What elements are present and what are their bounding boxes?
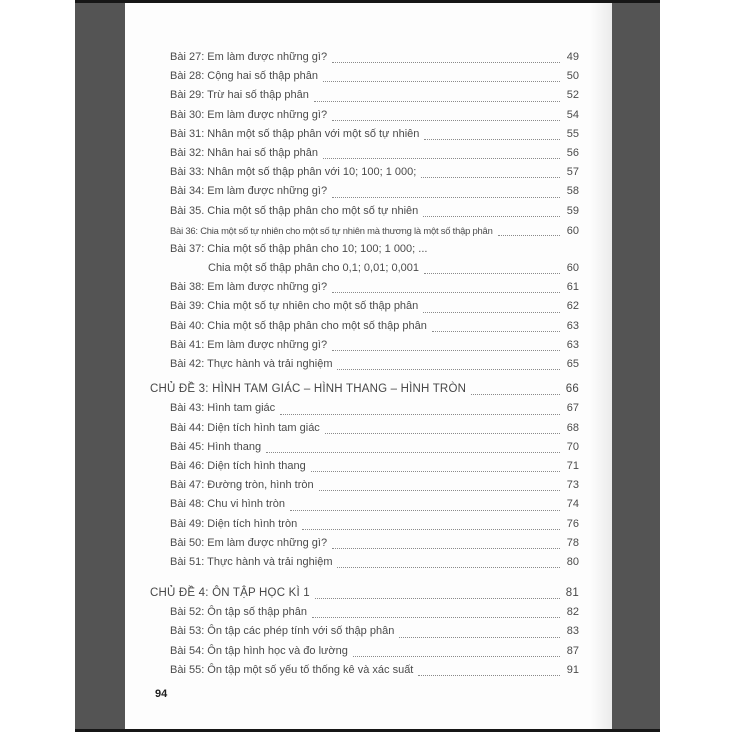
dotted-leader xyxy=(323,158,560,159)
toc-row xyxy=(170,642,579,661)
toc-entry-title: Bài 40: Chia một số thập phân cho một số thập phân xyxy=(170,319,427,332)
dotted-leader xyxy=(498,235,560,236)
toc-entry-title: Bài 34: Em làm được những gì? xyxy=(170,185,328,198)
dotted-leader xyxy=(424,139,560,140)
toc-entry-page: 71 xyxy=(566,459,579,472)
table-of-contents xyxy=(150,48,579,680)
toc-row xyxy=(170,182,579,201)
toc-entry-page: 50 xyxy=(566,70,579,83)
toc-row xyxy=(170,221,579,240)
toc-entry-title: Bài 29: Trừ hai số thập phân xyxy=(170,89,309,102)
dotted-leader xyxy=(323,81,560,82)
dotted-leader xyxy=(418,675,560,676)
toc-row xyxy=(170,622,579,641)
dotted-leader xyxy=(290,510,560,511)
toc-entry-title: Bài 32: Nhân hai số thập phân xyxy=(170,146,319,159)
toc-entry-title: Bài 35. Chia một số thập phân cho một số tự nhiên xyxy=(170,204,419,217)
book-page xyxy=(125,3,612,729)
toc-entry-title: Bài 46: Diện tích hình thang xyxy=(170,459,306,472)
dotted-leader xyxy=(302,529,560,530)
dotted-leader xyxy=(421,177,560,178)
toc-entry-page: 63 xyxy=(566,319,579,332)
toc-row xyxy=(170,355,579,374)
toc-entry-page: 52 xyxy=(566,89,579,102)
toc-row xyxy=(170,495,579,514)
toc-entry-page: 56 xyxy=(566,146,579,159)
toc-entry-page: 59 xyxy=(566,204,579,217)
toc-entry-page: 62 xyxy=(566,300,579,313)
toc-entry-title: Bài 54: Ôn tập hình học và đo lường xyxy=(170,644,348,657)
toc-row xyxy=(170,106,579,125)
toc-row-continuation xyxy=(170,259,579,278)
toc-entry-title: Bài 33: Nhân một số thập phân với 10; 100; 1 000; xyxy=(170,166,417,179)
toc-row xyxy=(170,476,579,495)
dotted-leader xyxy=(423,312,560,313)
dotted-leader xyxy=(332,197,560,198)
dotted-leader xyxy=(315,598,560,599)
toc-entry-page: 58 xyxy=(566,185,579,198)
toc-row xyxy=(170,240,579,259)
toc-row xyxy=(170,144,579,163)
toc-entry-page: 80 xyxy=(566,555,579,568)
toc-entry-page: 91 xyxy=(566,663,579,676)
toc-row xyxy=(170,317,579,336)
toc-entry-title: Bài 28: Cộng hai số thập phân xyxy=(170,70,319,83)
dotted-leader xyxy=(332,548,560,549)
toc-entry-title: Bài 45: Hình thang xyxy=(170,440,262,453)
toc-entry-title: Bài 49: Diện tích hình tròn xyxy=(170,517,298,530)
toc-entry-page: 60 xyxy=(566,262,579,275)
toc-entry-title: Bài 31: Nhân một số thập phân với một số tự nhiên xyxy=(170,127,420,140)
toc-row xyxy=(170,553,579,572)
toc-entry-title: Bài 48: Chu vi hình tròn xyxy=(170,498,285,511)
toc-entry-page: 76 xyxy=(566,517,579,530)
toc-entry-title: Bài 50: Em làm được những gì? xyxy=(170,536,328,549)
dotted-leader xyxy=(337,369,560,370)
toc-entry-page: 68 xyxy=(566,421,579,434)
dotted-leader xyxy=(337,567,560,568)
toc-entry-title: Bài 47: Đường tròn, hình tròn xyxy=(170,479,314,492)
toc-entry-title: Bài 27: Em làm được những gì? xyxy=(170,51,328,63)
page-number: 94 xyxy=(155,688,168,700)
toc-entry-page: 65 xyxy=(566,358,579,370)
toc-entry-title: Bài 51: Thực hành và trải nghiệm xyxy=(170,555,333,568)
toc-entry-title: Bài 41: Em làm được những gì? xyxy=(170,338,328,351)
dotted-leader xyxy=(314,101,560,102)
dotted-leader xyxy=(332,120,560,121)
toc-entry-page: 66 xyxy=(565,383,579,396)
toc-entry-page: 57 xyxy=(566,166,579,179)
toc-entry-page: 87 xyxy=(566,644,579,657)
book-page-photo xyxy=(75,0,660,732)
toc-row xyxy=(170,603,579,622)
toc-row xyxy=(170,419,579,438)
dotted-leader xyxy=(332,350,560,351)
toc-row xyxy=(170,86,579,105)
toc-entry-page: 70 xyxy=(566,440,579,453)
toc-row xyxy=(170,48,579,67)
toc-entry-title: Bài 55: Ôn tập một số yếu tố thống kê và xác suất xyxy=(170,663,414,676)
toc-entry-page: 67 xyxy=(566,402,579,415)
toc-entry-title: Bài 53: Ôn tập các phép tính với số thập phân xyxy=(170,625,395,638)
toc-chapter-title: CHỦ ĐỀ 4: ÔN TẬP HỌC KÌ 1 xyxy=(150,587,310,600)
toc-row xyxy=(170,457,579,476)
toc-entry-page: 63 xyxy=(566,338,579,351)
toc-row xyxy=(170,336,579,355)
toc-entry-title: Bài 30: Em làm được những gì? xyxy=(170,108,328,121)
dotted-leader xyxy=(325,433,560,434)
dotted-leader xyxy=(423,216,560,217)
toc-entry-page: 74 xyxy=(566,498,579,511)
toc-row xyxy=(170,661,579,680)
toc-entry-page: 55 xyxy=(566,127,579,140)
toc-row xyxy=(170,125,579,144)
dotted-leader xyxy=(432,331,560,332)
toc-entry-page: 54 xyxy=(566,108,579,121)
toc-entry-page: 73 xyxy=(566,479,579,492)
toc-entry-page: 83 xyxy=(566,625,579,638)
toc-chapter-row xyxy=(150,584,579,603)
toc-entry-page: 81 xyxy=(565,587,579,600)
toc-row xyxy=(170,534,579,553)
dotted-leader xyxy=(319,490,560,491)
toc-chapter-row xyxy=(150,380,579,399)
toc-entry-title: Bài 44: Diện tích hình tam giác xyxy=(170,421,320,434)
dotted-leader xyxy=(353,656,560,657)
toc-entry-title: Bài 52: Ôn tập số thập phân xyxy=(170,606,307,619)
dotted-leader xyxy=(266,452,560,453)
toc-row xyxy=(170,399,579,418)
toc-entry-title: Bài 36: Chia một số tự nhiên cho một số tự nhiên mà thương là một số thập phân xyxy=(170,224,493,236)
toc-entry-page: 61 xyxy=(566,281,579,294)
dotted-leader xyxy=(312,617,560,618)
toc-chapter-title: CHỦ ĐỀ 3: HÌNH TAM GIÁC – HÌNH THANG – HÌNH TRÒN xyxy=(150,383,467,396)
toc-entry-page: 82 xyxy=(566,606,579,619)
toc-entry-title: Bài 42: Thực hành và trải nghiệm xyxy=(170,358,333,370)
dotted-leader xyxy=(399,637,560,638)
toc-row xyxy=(170,297,579,316)
toc-row xyxy=(170,67,579,86)
dotted-leader xyxy=(332,292,560,293)
dotted-leader xyxy=(280,414,560,415)
toc-entry-page: 49 xyxy=(566,51,579,63)
toc-entry-page: 60 xyxy=(566,224,579,237)
toc-row xyxy=(170,515,579,534)
toc-entry-title: Bài 37: Chia một số thập phân cho 10; 100; 1 000; ... xyxy=(170,242,428,255)
toc-entry-title: Chia một số thập phân cho 0,1; 0,01; 0,001 xyxy=(208,262,419,275)
dotted-leader xyxy=(311,471,560,472)
toc-entry-title: Bài 43: Hình tam giác xyxy=(170,402,276,415)
toc-row xyxy=(170,278,579,297)
toc-entry-title: Bài 38: Em làm được những gì? xyxy=(170,281,328,294)
toc-entry-page: 78 xyxy=(566,536,579,549)
toc-entry-title: Bài 39: Chia một số tự nhiên cho một số thập phân xyxy=(170,300,419,313)
toc-row xyxy=(170,438,579,457)
toc-row xyxy=(170,163,579,182)
dotted-leader xyxy=(424,273,560,274)
dotted-leader xyxy=(471,394,560,395)
dotted-leader xyxy=(332,62,560,63)
toc-row xyxy=(170,202,579,221)
